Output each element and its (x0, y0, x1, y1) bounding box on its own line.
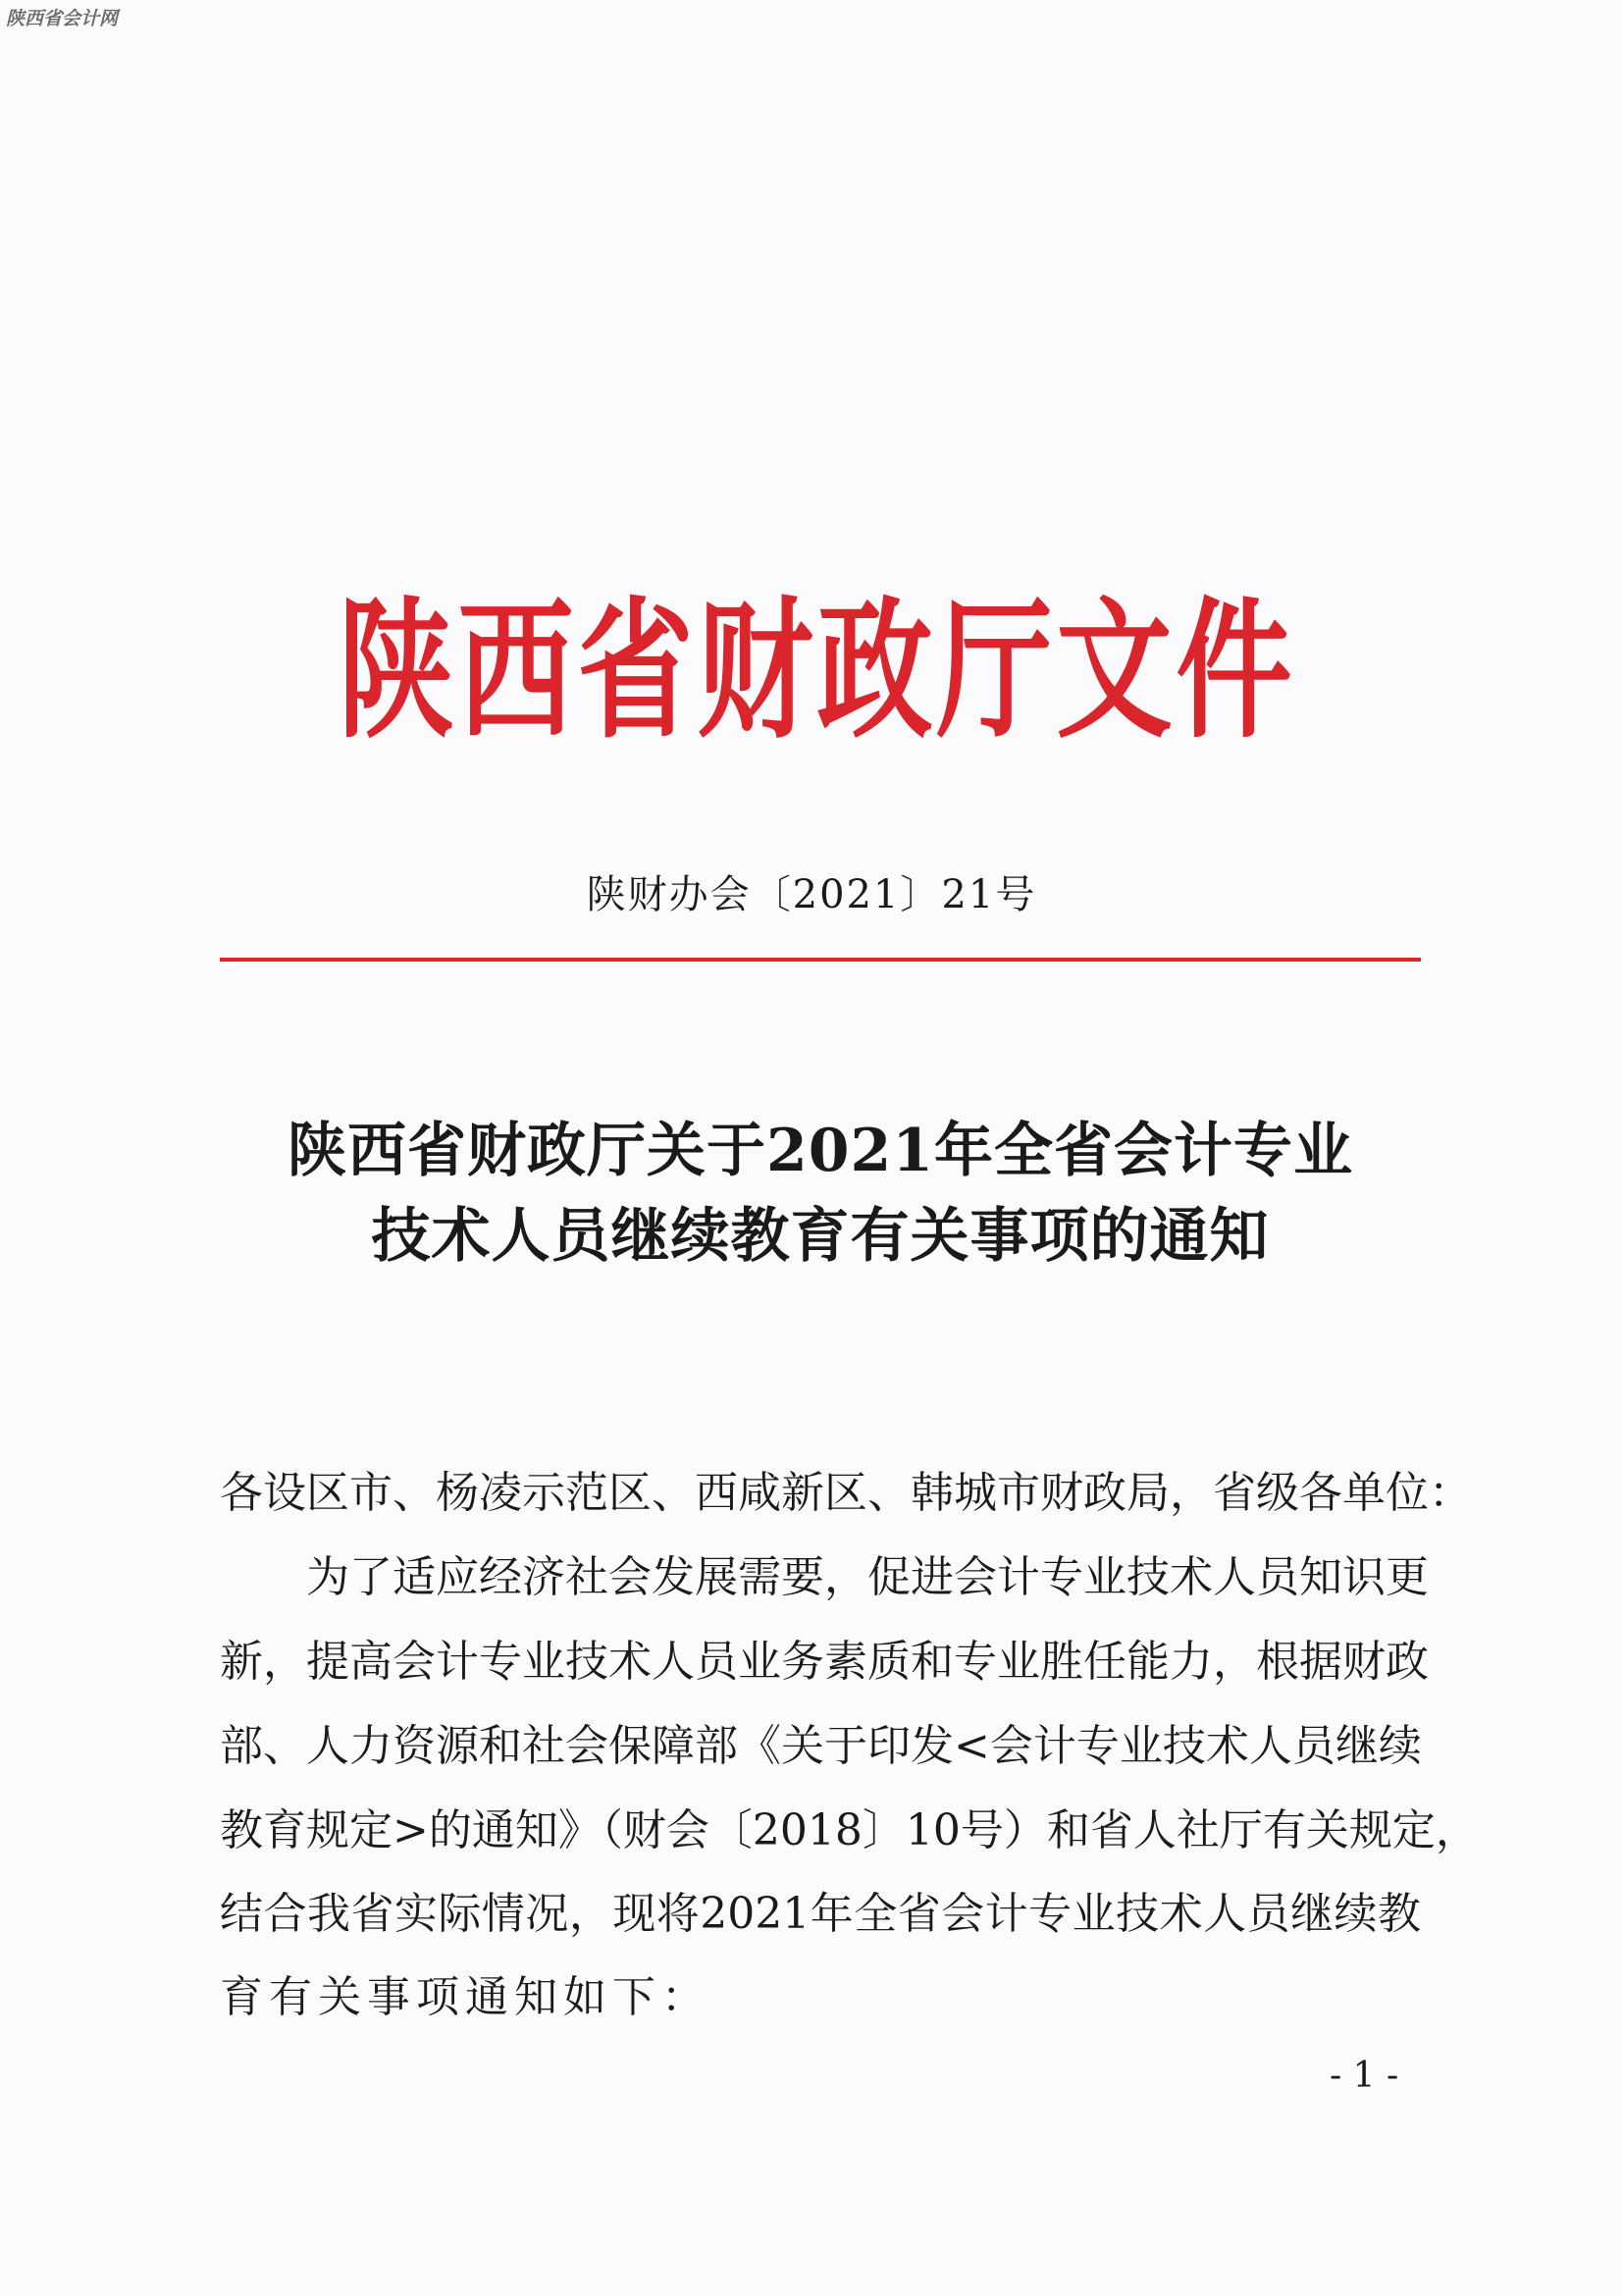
body-line: 育有关事项通知如下： (220, 1972, 710, 2022)
red-divider (220, 958, 1421, 962)
body-line: 部、人力资源和社会保障部《关于印发<会计专业技术人员继续 (220, 1721, 1422, 1771)
site-watermark: 陕西省会计网 (6, 8, 119, 29)
body-line: 新，提高会计专业技术人员业务素质和专业胜任能力，根据财政 (220, 1637, 1429, 1687)
document-title-line-2: 技术人员继续教育有关事项的通知 (371, 1202, 1270, 1271)
page-number: - 1 - (1330, 2056, 1399, 2096)
document-number: 陕财办会〔2021〕21号 (586, 872, 1037, 917)
body-line: 各设区市、杨凌示范区、西咸新区、韩城市财政局，省级各单位： (220, 1468, 1472, 1518)
body-line: 教育规定>的通知》（财会〔2018〕10号）和省人社厅有关规定， (220, 1805, 1479, 1855)
body-line: 为了适应经济社会发展需要，促进会计专业技术人员知识更 (220, 1552, 1429, 1602)
body-line: 结合我省实际情况，现将2021年全省会计专业技术人员继续教 (220, 1889, 1421, 1939)
document-title-line-1: 陕西省财政厅关于2021年全省会计专业 (288, 1117, 1353, 1185)
issuer-header: 陕西省财政厅文件 (338, 581, 1296, 759)
